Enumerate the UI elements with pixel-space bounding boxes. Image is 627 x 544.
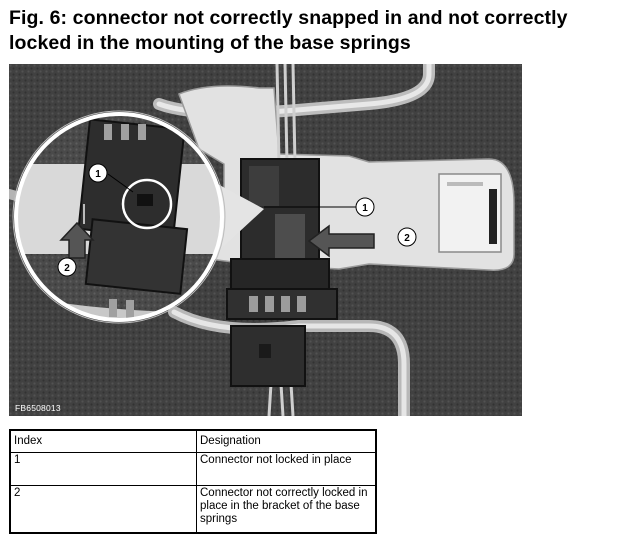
figure-title: Fig. 6: connector not correctly snapped in and not correctly locked in the mounting of the base springs xyxy=(9,7,568,54)
legend-header-row xyxy=(10,430,376,453)
index-cell: 1 xyxy=(10,453,197,486)
index-header: Index xyxy=(10,430,197,453)
callout-1-main xyxy=(356,198,374,216)
designation-header: Designation xyxy=(197,430,377,453)
designation-cell: Connector not correctly locked in place in the bracket of the base springs xyxy=(197,486,377,534)
callout-2-zoom xyxy=(58,258,76,276)
table-row xyxy=(10,486,376,534)
index-cell: 2 xyxy=(10,486,197,534)
callout-2-main xyxy=(398,228,416,246)
svg-text:2: 2 xyxy=(404,233,410,244)
photo-reference-code: FB6508013 xyxy=(15,403,61,413)
connector-photo xyxy=(9,64,522,416)
table-row xyxy=(10,453,376,486)
svg-text:2: 2 xyxy=(64,263,70,274)
svg-text:1: 1 xyxy=(362,203,368,214)
callout-1-zoom xyxy=(89,164,107,182)
designation-cell: Connector not locked in place xyxy=(197,453,377,486)
legend-table xyxy=(9,429,377,534)
svg-text:1: 1 xyxy=(95,169,101,180)
